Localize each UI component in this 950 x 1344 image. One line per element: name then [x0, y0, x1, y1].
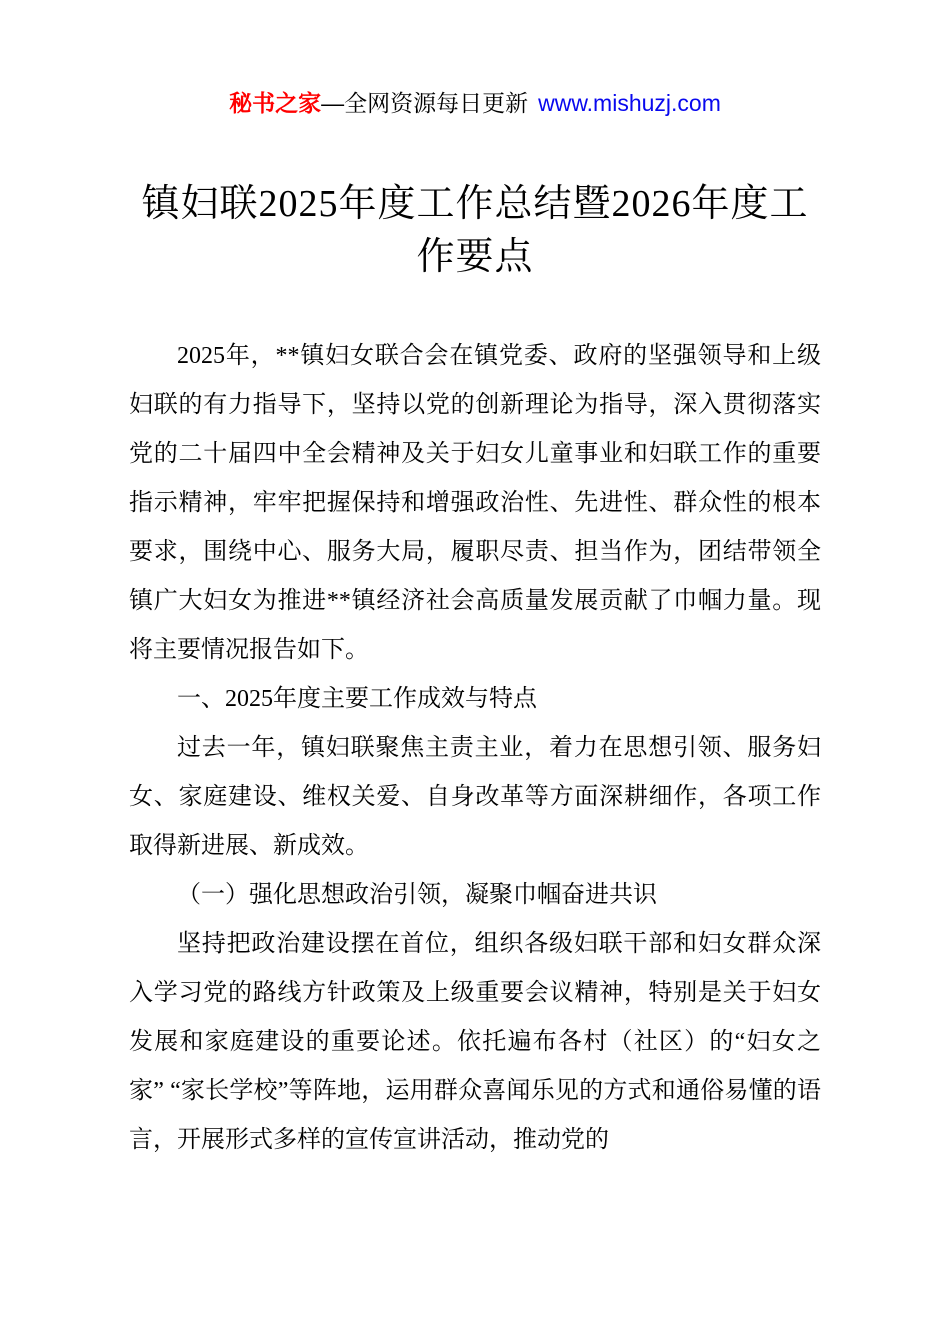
site-tagline: 全网资源每日更新 — [344, 90, 529, 116]
site-url-link[interactable]: www.mishuzj.com — [538, 90, 721, 116]
paragraph-overview: 过去一年，镇妇联聚焦主责主业，着力在思想引领、服务妇女、家庭建设、维权关爱、自身改革等方面深耕细作，各项工作取得新进展、新成效。 — [129, 735, 821, 859]
section-heading-1-1: （一）强化思想政治引领，凝聚巾帼奋进共识 — [177, 882, 657, 908]
document-body — [129, 332, 821, 1165]
header-separator: — — [321, 90, 345, 116]
document-title: 镇妇联2025年度工作总结暨2026年度工作要点 — [141, 183, 809, 278]
site-brand: 秘书之家 — [229, 90, 322, 116]
paragraph-intro: 2025年，**镇妇女联合会在镇党委、政府的坚强领导和上级妇联的有力指导下，坚持以党的创新理论为指导，深入贯彻落实党的二十届四中全会精神及关于妇女儿童事业和妇联工作的重要指示精神，牢牢把握保持和增强政治性、先进性、群众性的根本要求，围绕中心、服务大局，履职尽责、担当作为，团结带领全镇广大妇女为推进**镇经济社会高质量发展贡献了巾帼力量。现将主要情况报告如下。 — [129, 343, 821, 663]
paragraph-ideological-leadership: 坚持把政治建设摆在首位，组织各级妇联干部和妇女群众深入学习党的路线方针政策及上级重要会议精神，特别是关于妇女发展和家庭建设的重要论述。依托遍布各村（社区）的“妇女之家” “家长学校”等阵地，运用群众喜闻乐见的方式和通俗易懂的语言，开展形式多样的宣传宣讲活动，推动党的 — [129, 931, 821, 1153]
site-header — [0, 88, 950, 118]
section-heading-1: 一、2025年度主要工作成效与特点 — [177, 686, 537, 712]
